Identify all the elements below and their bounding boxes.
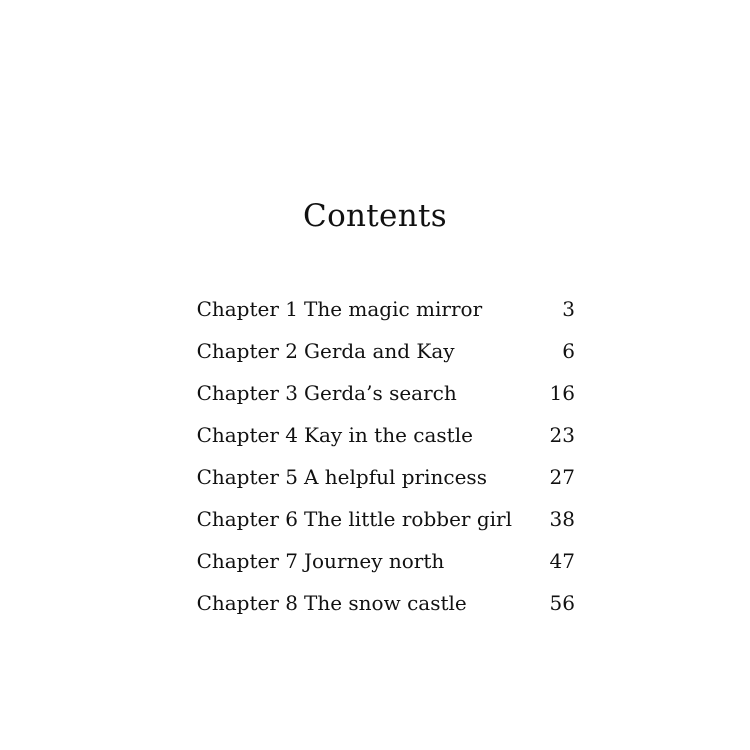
chapter-number: Chapter 6 bbox=[196, 507, 298, 531]
chapter-title: The snow castle bbox=[304, 591, 467, 615]
chapter-title: The little robber girl bbox=[304, 507, 512, 531]
table-of-contents bbox=[193, 288, 583, 624]
page-title: Contents bbox=[303, 198, 447, 234]
page-number: 27 bbox=[549, 465, 575, 489]
toc-row bbox=[193, 330, 583, 372]
page-number: 16 bbox=[549, 381, 575, 405]
chapter-number: Chapter 7 bbox=[196, 549, 298, 573]
toc-row bbox=[193, 414, 583, 456]
toc-row bbox=[193, 540, 583, 582]
chapter-title: A helpful princess bbox=[304, 465, 487, 489]
page-number: 23 bbox=[549, 423, 575, 447]
toc-row bbox=[193, 456, 583, 498]
chapter-number: Chapter 2 bbox=[196, 339, 298, 363]
page-number: 56 bbox=[549, 591, 575, 615]
page-number: 38 bbox=[549, 507, 575, 531]
page-number: 3 bbox=[562, 297, 575, 321]
chapter-number: Chapter 5 bbox=[196, 465, 298, 489]
toc-row bbox=[193, 288, 583, 330]
page-number: 47 bbox=[549, 549, 575, 573]
toc-row bbox=[193, 582, 583, 624]
chapter-title: The magic mirror bbox=[304, 297, 483, 321]
chapter-number: Chapter 3 bbox=[196, 381, 298, 405]
chapter-title: Journey north bbox=[304, 549, 445, 573]
chapter-number: Chapter 1 bbox=[196, 297, 298, 321]
chapter-number: Chapter 8 bbox=[196, 591, 298, 615]
toc-row bbox=[193, 372, 583, 414]
page-number: 6 bbox=[562, 339, 575, 363]
chapter-title: Gerda’s search bbox=[304, 381, 457, 405]
toc-row bbox=[193, 498, 583, 540]
chapter-title: Kay in the castle bbox=[304, 423, 473, 447]
chapter-title: Gerda and Kay bbox=[304, 339, 455, 363]
chapter-number: Chapter 4 bbox=[196, 423, 298, 447]
